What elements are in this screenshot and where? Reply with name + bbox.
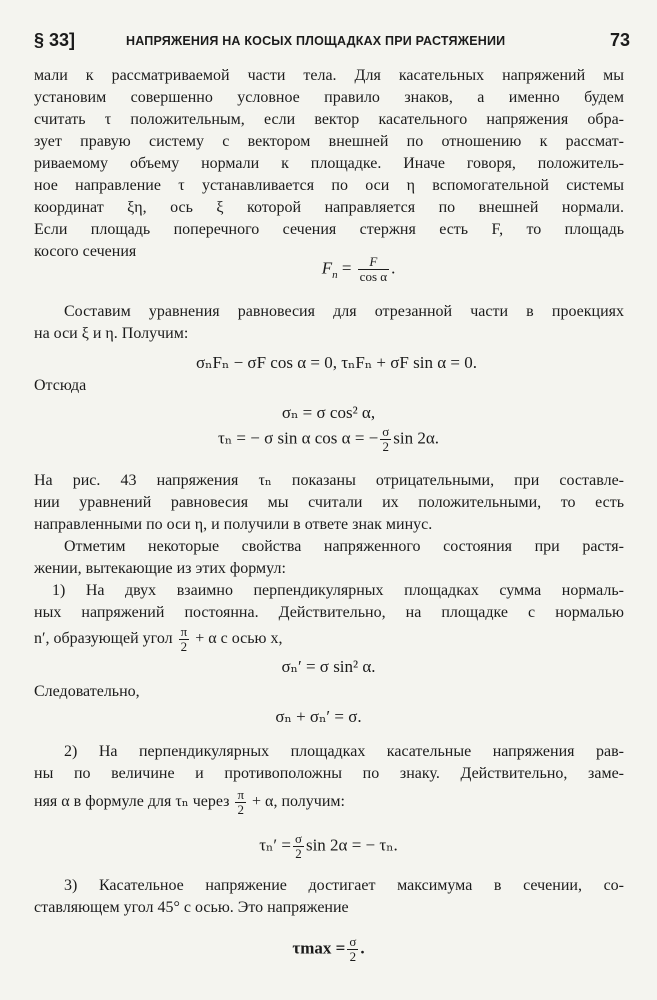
page-number: 73 — [609, 30, 630, 50]
line-text: + α, получим: — [252, 793, 345, 810]
text-line: жении, вытекающие из этих формул: — [34, 560, 286, 577]
text-line: Отсюда — [34, 377, 87, 394]
formula-tau-n — [0, 425, 657, 454]
text-line: риваемому объему нормали к площадке. Иначе говоря, положитель- — [34, 155, 624, 172]
formula-equilibrium: σₙFₙ − σF cos α = 0, τₙFₙ + σF sin α = 0. — [196, 353, 477, 372]
section-number: § 33] — [34, 30, 76, 50]
text-line: 1) На двух взаимно перпендикулярных площадках сумма нормаль- — [52, 582, 624, 599]
text-line: косого сечения — [34, 243, 137, 260]
line-text: n′, образующей угол — [34, 630, 173, 647]
fraction-numerator: F — [358, 255, 389, 270]
text-line: ставляющем угол 45° с осью. Это напряжение — [34, 899, 349, 916]
formula-symbol: F — [321, 258, 333, 278]
page-header — [34, 30, 630, 52]
text-line: На рис. 43 напряжения τₙ показаны отрицательными, при составле- — [34, 472, 624, 489]
fraction-denominator: 2 — [295, 846, 302, 861]
line-text: + α с осью x, — [195, 630, 283, 647]
text-line: установим совершенно условное правило знаков, а именно будем — [34, 89, 624, 106]
formula-left: τₙ′ = — [259, 835, 291, 855]
text-line: направленными по оси η, и получили в ответе знак минус. — [34, 516, 433, 533]
formula-tau-max — [0, 935, 657, 964]
fraction-numerator: σ — [382, 424, 390, 439]
formula-tau-n-prime — [0, 832, 657, 861]
text-line: считать τ положительным, если вектор касательного напряжения обра- — [34, 111, 624, 128]
formula-dot: . — [391, 258, 396, 278]
fraction-numerator: π — [237, 786, 245, 802]
text-line: ное направление τ устанавливается по оси η вспомогательной системы — [34, 177, 624, 194]
fraction-numerator: σ — [349, 934, 357, 949]
fraction-denominator: 2 — [382, 439, 389, 454]
text-line-with-fraction — [34, 624, 624, 654]
formula-sigma-n-prime: σₙ′ = σ sin² α. — [281, 657, 376, 676]
fraction-denominator: 2 — [349, 949, 357, 964]
fraction-numerator: π — [180, 623, 188, 639]
formula-sum: σₙ + σₙ′ = σ. — [275, 707, 362, 726]
text-line: нии уравнений равновесия мы считали их положительными, то есть — [34, 494, 624, 511]
formula-sigma-n: σₙ = σ cos² α, — [281, 403, 376, 422]
fraction — [179, 625, 190, 654]
fraction-denominator: 2 — [180, 638, 188, 654]
formula-right: sin 2α = − τₙ. — [305, 835, 398, 855]
text-line: ны по величине и противоположны по знаку. Действительно, заме- — [34, 765, 624, 782]
text-line: Если площадь поперечного сечения стержня есть F, то площадь — [34, 221, 624, 238]
text-line: 3) Касательное напряжение достигает максимума в сечении, со- — [64, 877, 624, 894]
fraction — [235, 788, 246, 817]
fraction — [347, 935, 358, 964]
formula-left: τₙ = − σ sin α cos α = − — [217, 428, 379, 448]
formula-dot: . — [360, 938, 365, 958]
fraction — [380, 425, 391, 454]
formula-subscript: n — [332, 268, 338, 281]
text-line: 2) На перпендикулярных площадках касательные напряжения рав- — [64, 743, 624, 760]
formula-right: sin 2α. — [393, 428, 440, 448]
text-line: на оси ξ и η. Получим: — [34, 325, 189, 342]
formula-left: τmax = — [292, 938, 346, 958]
fraction-denominator: cos α — [359, 269, 388, 284]
formula-fn — [30, 255, 657, 286]
fraction — [358, 255, 389, 284]
running-title: НАПРЯЖЕНИЯ НА КОСЫХ ПЛОЩАДКАХ ПРИ РАСТЯЖЕНИИ — [126, 34, 506, 48]
text-line: мали к рассматриваемой части тела. Для касательных напряжений мы — [34, 67, 624, 84]
text-line: ных напряжений постоянна. Действительно, на площадке с нормалью — [34, 604, 624, 621]
text-line: Следовательно, — [34, 683, 140, 700]
text-line: координат ξη, ось ξ которой направляется по внешней нормали. — [34, 199, 624, 216]
formula-equals: = — [337, 258, 356, 278]
fraction-numerator: σ — [294, 831, 302, 846]
text-line: Составим уравнения равновесия для отрезанной части в проекциях — [64, 303, 624, 320]
text-line-with-fraction — [34, 787, 624, 817]
fraction-denominator: 2 — [237, 801, 244, 817]
text-line: зует правую систему с вектором внешней по отношению к рассмат- — [34, 133, 624, 150]
line-text: няя α в формуле для τₙ через — [34, 793, 230, 810]
fraction — [293, 832, 304, 861]
text-line: Отметим некоторые свойства напряженного состояния при растя- — [64, 538, 624, 555]
